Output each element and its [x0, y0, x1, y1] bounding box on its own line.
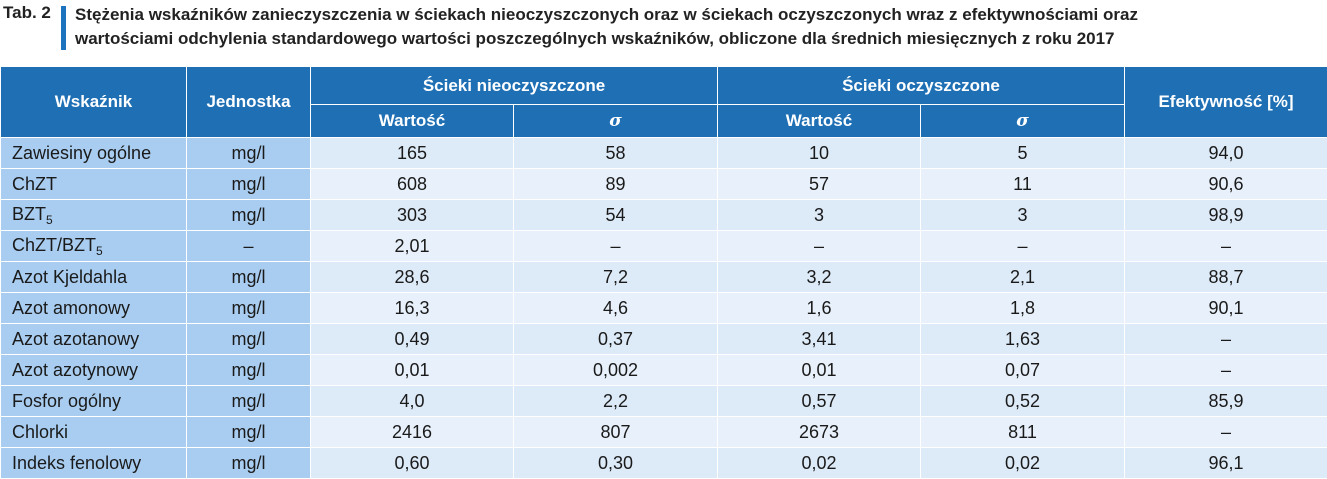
row-efficiency: 85,9 [1125, 386, 1327, 417]
indicator-label: BZT [12, 204, 46, 224]
indicator-label: Indeks fenolowy [12, 453, 141, 473]
row-treated-value: 3 [718, 200, 921, 231]
row-indicator-name [1, 262, 187, 293]
row-unit: mg/l [187, 355, 311, 386]
row-raw-value: 608 [311, 169, 514, 200]
row-unit: mg/l [187, 138, 311, 169]
row-raw-value: 165 [311, 138, 514, 169]
indicator-label: Chlorki [12, 422, 68, 442]
row-treated-value: 3,2 [718, 262, 921, 293]
row-efficiency: 94,0 [1125, 138, 1327, 169]
row-efficiency: 96,1 [1125, 448, 1327, 479]
row-indicator-name [1, 355, 187, 386]
indicator-label: Azot amonowy [12, 298, 130, 318]
indicator-subscript: 5 [46, 213, 53, 227]
table-body [1, 138, 1327, 479]
data-table [0, 66, 1327, 479]
row-treated-sigma: 811 [921, 417, 1125, 448]
indicator-label: ChZT [12, 174, 57, 194]
indicator-subscript: 5 [96, 244, 103, 258]
row-unit: mg/l [187, 386, 311, 417]
row-treated-value: 10 [718, 138, 921, 169]
header-raw-value: Wartość [311, 105, 514, 138]
row-raw-value: 0,60 [311, 448, 514, 479]
row-treated-sigma: 1,63 [921, 324, 1125, 355]
row-treated-value: 0,01 [718, 355, 921, 386]
row-treated-value: 3,41 [718, 324, 921, 355]
row-unit: mg/l [187, 169, 311, 200]
row-raw-value: 0,49 [311, 324, 514, 355]
row-unit: mg/l [187, 417, 311, 448]
row-efficiency: 90,6 [1125, 169, 1327, 200]
row-raw-sigma: 89 [514, 169, 718, 200]
row-efficiency: – [1125, 324, 1327, 355]
row-raw-sigma: 0,002 [514, 355, 718, 386]
row-indicator-name [1, 417, 187, 448]
row-indicator-name [1, 448, 187, 479]
row-efficiency: 88,7 [1125, 262, 1327, 293]
row-unit: mg/l [187, 448, 311, 479]
row-treated-value: 0,57 [718, 386, 921, 417]
row-unit: – [187, 231, 311, 262]
table-title [75, 3, 1315, 51]
indicator-label: Azot Kjeldahla [12, 267, 127, 287]
row-treated-sigma: 5 [921, 138, 1125, 169]
row-raw-sigma: – [514, 231, 718, 262]
row-unit: mg/l [187, 262, 311, 293]
header-treated-value: Wartość [718, 105, 921, 138]
row-efficiency: 90,1 [1125, 293, 1327, 324]
row-indicator-name [1, 138, 187, 169]
row-treated-value: 1,6 [718, 293, 921, 324]
row-treated-sigma: – [921, 231, 1125, 262]
header-treated-group: Ścieki oczyszczone [718, 67, 1125, 105]
row-treated-value: – [718, 231, 921, 262]
table-title-line-2: wartościami odchylenia standardowego wartości poszczególnych wskaźników, obliczone dla średnich miesięcznych z roku 2017 [75, 27, 1315, 51]
row-raw-sigma: 4,6 [514, 293, 718, 324]
row-efficiency: – [1125, 355, 1327, 386]
row-treated-value: 0,02 [718, 448, 921, 479]
row-raw-value: 0,01 [311, 355, 514, 386]
row-unit: mg/l [187, 324, 311, 355]
table-row [1, 448, 1327, 479]
table-row [1, 169, 1327, 200]
row-raw-value: 2416 [311, 417, 514, 448]
indicator-label: Fosfor ogólny [12, 391, 121, 411]
header-unit: Jednostka [187, 67, 311, 138]
table-row [1, 262, 1327, 293]
row-raw-value: 4,0 [311, 386, 514, 417]
row-treated-sigma: 0,02 [921, 448, 1125, 479]
row-unit: mg/l [187, 293, 311, 324]
row-treated-sigma: 11 [921, 169, 1125, 200]
table-row [1, 355, 1327, 386]
table-header [1, 67, 1327, 138]
table-title-line-1: Stężenia wskaźników zanieczyszczenia w ściekach nieoczyszczonych oraz w ściekach oczyszczonych wraz z efektywnościami oraz [75, 3, 1315, 27]
row-indicator-name [1, 169, 187, 200]
row-raw-sigma: 7,2 [514, 262, 718, 293]
row-raw-value: 303 [311, 200, 514, 231]
table-row [1, 417, 1327, 448]
caption-accent-bar [61, 6, 66, 50]
table-row [1, 200, 1327, 231]
indicator-label: ChZT/BZT [12, 235, 96, 255]
row-raw-sigma: 807 [514, 417, 718, 448]
header-raw-sigma: σ [514, 105, 718, 138]
table-row [1, 386, 1327, 417]
table-row [1, 138, 1327, 169]
header-treated-sigma: σ [921, 105, 1125, 138]
table-caption [0, 0, 1327, 64]
row-treated-value: 57 [718, 169, 921, 200]
row-unit: mg/l [187, 200, 311, 231]
header-efficiency: Efektywność [%] [1125, 67, 1327, 138]
row-treated-sigma: 2,1 [921, 262, 1125, 293]
row-raw-sigma: 0,30 [514, 448, 718, 479]
table-row [1, 293, 1327, 324]
row-efficiency: 98,9 [1125, 200, 1327, 231]
row-indicator-name [1, 293, 187, 324]
row-treated-sigma: 3 [921, 200, 1125, 231]
row-treated-sigma: 0,07 [921, 355, 1125, 386]
table-number: Tab. 2 [3, 3, 51, 23]
row-indicator-name [1, 231, 187, 262]
row-raw-value: 2,01 [311, 231, 514, 262]
header-raw-group: Ścieki nieoczyszczone [311, 67, 718, 105]
header-indicator: Wskaźnik [1, 67, 187, 138]
row-raw-sigma: 0,37 [514, 324, 718, 355]
row-treated-value: 2673 [718, 417, 921, 448]
row-raw-sigma: 58 [514, 138, 718, 169]
table-row [1, 324, 1327, 355]
row-raw-value: 16,3 [311, 293, 514, 324]
row-indicator-name [1, 386, 187, 417]
indicator-label: Zawiesiny ogólne [12, 143, 151, 163]
table-row [1, 231, 1327, 262]
row-treated-sigma: 1,8 [921, 293, 1125, 324]
row-raw-sigma: 2,2 [514, 386, 718, 417]
row-indicator-name [1, 324, 187, 355]
indicator-label: Azot azotynowy [12, 360, 138, 380]
row-treated-sigma: 0,52 [921, 386, 1125, 417]
indicator-label: Azot azotanowy [12, 329, 139, 349]
row-indicator-name [1, 200, 187, 231]
row-efficiency: – [1125, 417, 1327, 448]
row-raw-sigma: 54 [514, 200, 718, 231]
row-efficiency: – [1125, 231, 1327, 262]
row-raw-value: 28,6 [311, 262, 514, 293]
